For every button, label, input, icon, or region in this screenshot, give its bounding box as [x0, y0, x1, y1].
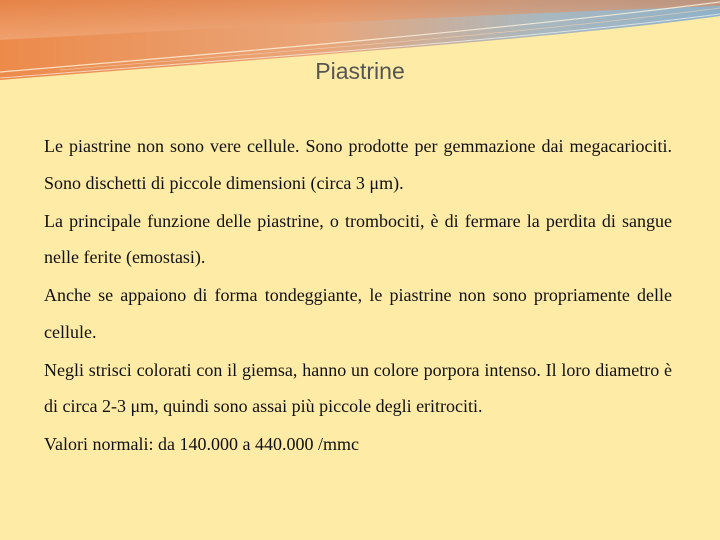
paragraph-shape: Anche se appaiono di forma tondeggiante, le piastrine non sono propriamente delle cellule.: [44, 285, 672, 342]
slide-title: Piastrine: [315, 58, 405, 84]
paragraph-normal-values: Valori normali: da 140.000 a 440.000 /mmc: [44, 434, 359, 454]
paragraph-function: La principale funzione delle piastrine, o trombociti, è di fermare la perdita di sangue nelle ferite (emostasi).: [44, 210, 672, 267]
paragraph-intro: Le piastrine non sono vere cellule. Sono prodotte per gemmazione dai megacariociti. Sono dischetti di piccole dimensioni (circa 3 μm).: [44, 136, 672, 193]
paragraph-staining: Negli strisci colorati con il giemsa, hanno un colore porpora intenso. Il loro diametro è di circa 2-3 μm, quindi sono assai più piccole degli eritrociti.: [44, 359, 672, 416]
slide-body: [44, 128, 672, 464]
